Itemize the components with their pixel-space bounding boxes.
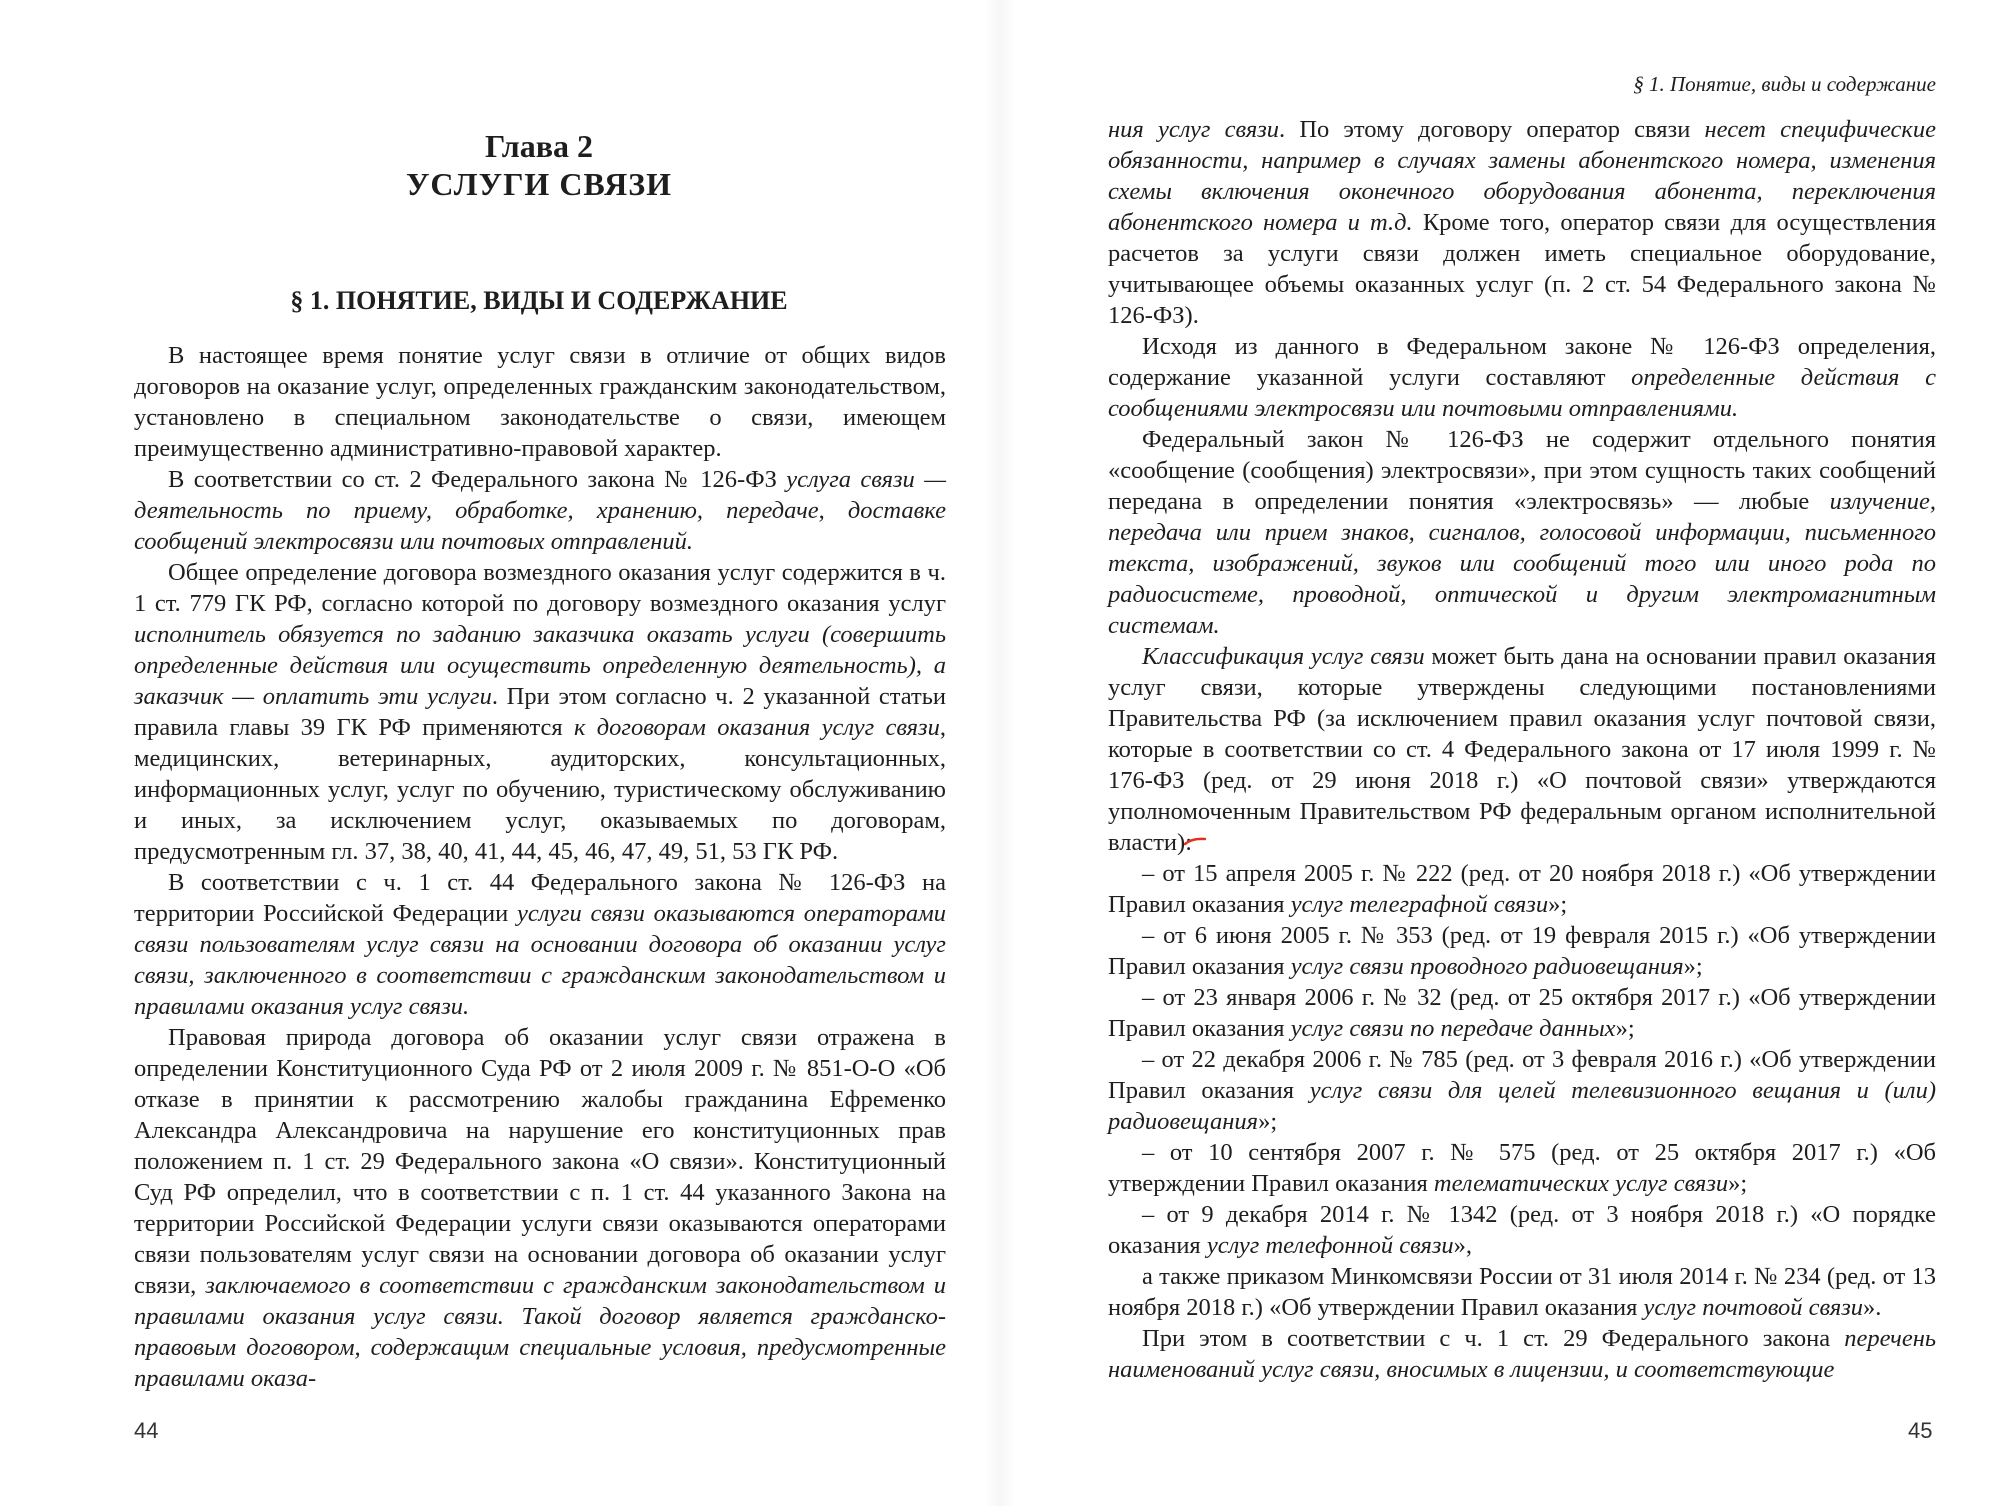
text-run: – от 10 сентября 2007 г. № 575 (ред. от 25 октября 2017 г.) «Об утверждении Правил оказания — [1108, 1139, 1936, 1197]
chapter-number: Глава 2 — [485, 128, 593, 164]
paragraph — [134, 464, 946, 557]
text-run: »; — [1615, 1015, 1635, 1042]
italic-text: услуга связи — деятельность по приему, обработке, хранению, передаче, доставке сообщений электросвязи или почтовых отправлений. — [134, 466, 946, 555]
text-run: ». — [1863, 1294, 1882, 1321]
text-run: – от 15 апреля 2005 г. № 222 (ред. от 20 ноября 2018 г.) «Об утверждении Правил оказания — [1108, 860, 1936, 918]
text-run: Кроме того, оператор связи для осуществления расчетов за услуги связи должен иметь специальное оборудование, учитывающее объемы оказанных услуг (п. 2 ст. 54 Федерального закона № 126-ФЗ). — [1108, 209, 1936, 329]
right-page — [1000, 0, 2000, 1506]
text-run: – от 9 декабря 2014 г. № 1342 (ред. от 3 ноября 2018 г.) «О порядке оказания — [1108, 1201, 1936, 1259]
paragraph — [1108, 1323, 1936, 1385]
left-page — [0, 0, 990, 1506]
running-head: § 1. Понятие, виды и содержание — [1633, 72, 1936, 96]
text-run: Исходя из данного в Федеральном законе № 126-ФЗ определения, содержание указанной услуги составляют — [1108, 333, 1936, 391]
italic-text: несет специфические обязанности, например в случаях замены абонентского номера, изменения схемы включения оконечного оборудования абонента, переключения абонентского номера и т.д. — [1108, 116, 1936, 236]
text-run: В соответствии со ст. 2 Федерального закона № 126-ФЗ — [168, 466, 787, 493]
text-run: Федеральный закон № 126-ФЗ не содержит отдельного понятия «сообщение (сообщения) электросвязи», при этом сущность таких сообщений передана в определении понятия «электросвязь» — любые — [1108, 426, 1936, 515]
italic-text: услуг телефонной связи — [1206, 1232, 1454, 1259]
text-run: В настоящее время понятие услуг связи в отличие от общих видов договоров на оказание услуг, определенных гражданским законодательством, установлено в специальном законодательстве о связи, имеющем преимущественно административно-правовой характер. — [134, 342, 946, 462]
paragraph — [1108, 641, 1936, 858]
italic-text: ния услуг связи — [1108, 116, 1280, 143]
italic-text: определенные действия с сообщениями электросвязи или почтовыми отправлениями. — [1108, 364, 1936, 422]
text-run: а также приказом Минкомсвязи России от 31 июля 2014 г. № 234 (ред. от 13 ноября 2018 г.) «Об утверждении Правил оказания — [1108, 1263, 1936, 1321]
chapter-title: УСЛУГИ СВЯЗИ — [405, 166, 673, 202]
text-run: – от 22 декабря 2006 г. № 785 (ред. от 3 февраля 2016 г.) «Об утверждении Правил оказания — [1108, 1046, 1936, 1104]
list-item — [1108, 1044, 1936, 1137]
list-item — [1108, 982, 1936, 1044]
text-run: Правовая природа договора об оказании услуг связи отражена в определении Конституционного Суда РФ от 2 июля 2009 г. № 851-О-О «Об отказе в принятии к рассмотрению жалобы гражданина Ефременко Александра Александровича на нарушение его конституционных прав положением п. 1 ст. 29 Федерального закона «О связи». Конституционный Суд РФ определил, что в соответствии с п. 1 ст. 44 указанного Закона на территории Российской Федерации услуги связи оказываются операторами связи пользователям услуг связи на основании договора об оказании услуг связи, — [134, 1024, 946, 1299]
paragraph — [134, 867, 946, 1022]
italic-text: телематических услуг связи — [1433, 1170, 1729, 1197]
italic-text: перечень наименований услуг связи, вносимых в лицензии, и соответствующие — [1108, 1325, 1936, 1383]
right-body-text — [1108, 114, 1936, 1385]
italic-text: Классификация услуг связи — [1142, 643, 1425, 670]
italic-text: услуг связи по передаче данных — [1290, 1015, 1616, 1042]
page-number-right: 45 — [1908, 1418, 1933, 1443]
list-item — [1108, 920, 1936, 982]
italic-text: услуг связи для целей телевизионного вещания и (или) радиовещания — [1108, 1077, 1936, 1135]
text-run: может быть дана на основании правил оказания услуг связи, которые утверждены следующими постановлениями Правительства РФ (за исключением правил оказания услуг почтовой связи, которые в соответствии со ст. 4 Федерального закона от 17 июля 1999 г. № 176-ФЗ (ред. от 29 июня 2018 г.) «О почтовой связи» утверждаются уполномоченным Правительством РФ федеральным органом исполнительной власти): — [1108, 643, 1936, 856]
italic-text: излучение, передача или прием знаков, сигналов, голосовой информации, письменного текста, изображений, звуков или сообщений того или иного рода по радиосистеме, проводной, оптической и другим электромагнитным системам. — [1108, 488, 1936, 639]
text-run: »; — [1683, 953, 1703, 980]
text-run: – от 6 июня 2005 г. № 353 (ред. от 19 февраля 2015 г.) «Об утверждении Правил оказания — [1108, 922, 1936, 980]
text-run: », — [1453, 1232, 1473, 1259]
italic-text: исполнитель обязуется по заданию заказчика оказать услуги (совершить определенные действия или осуществить определенную деятельность), а заказчик — оплатить эти услуги — [134, 621, 946, 710]
list-item — [1108, 1137, 1936, 1199]
text-run: . При этом согласно ч. 2 указанной статьи правила главы 39 ГК РФ применяются — [134, 683, 946, 741]
list-item — [1108, 1199, 1936, 1261]
italic-text: услуг связи проводного радиовещания — [1290, 953, 1684, 980]
text-run: – от 23 января 2006 г. № 32 (ред. от 25 октября 2017 г.) «Об утверждении Правил оказания — [1108, 984, 1936, 1042]
text-run: В соответствии с ч. 1 ст. 44 Федерального закона № 126-ФЗ на территории Российской Федерации — [134, 869, 946, 927]
italic-text: услуги связи оказываются операторами связи пользователям услуг связи на основании договора об оказании услуг связи, заключенного в соответствии с гражданским законодательством и правилами оказания услуг связи. — [134, 900, 947, 1020]
list-item — [1108, 858, 1936, 920]
text-run: . По этому договору оператор связи — [1279, 116, 1705, 143]
text-run: »; — [1728, 1170, 1748, 1197]
text-run: Общее определение договора возмездного оказания услуг содержится в ч. 1 ст. 779 ГК РФ, согласно которой по договору возмездного оказания услуг — [134, 559, 946, 617]
paragraph — [134, 557, 946, 867]
pen-mark-icon — [1184, 836, 1206, 846]
italic-text: к договорам оказания услуг связи — [573, 714, 940, 741]
page-number-left: 44 — [134, 1418, 159, 1443]
paragraph — [1108, 424, 1936, 641]
italic-text: заключаемого в соответствии с гражданским законодательством и правилами оказания услуг связи. Такой договор является гражданско-правовым договором, содержащим специальные условия, предусмотренные правилами оказа- — [134, 1272, 946, 1392]
section-title: § 1. ПОНЯТИЕ, ВИДЫ И СОДЕРЖАНИЕ — [290, 286, 788, 315]
italic-text: услуг почтовой связи — [1643, 1294, 1864, 1321]
list-item — [1108, 1261, 1936, 1323]
left-body-text — [134, 340, 946, 1394]
text-run: При этом в соответствии с ч. 1 ст. 29 Федерального закона — [1142, 1325, 1845, 1352]
paragraph — [1108, 114, 1936, 331]
paragraph — [134, 340, 946, 464]
text-run: »; — [1548, 891, 1568, 918]
paragraph — [1108, 331, 1936, 424]
text-run: , медицинских, ветеринарных, аудиторских, консультационных, информационных услуг, услуг по обучению, туристическому обслуживанию и иных, за исключением услуг, оказываемых по договорам, предусмотренным гл. 37, 38, 40, 41, 44, 45, 46, 47, 49, 51, 53 ГК РФ. — [134, 714, 946, 865]
paragraph — [134, 1022, 946, 1394]
text-run: »; — [1258, 1108, 1278, 1135]
italic-text: услуг телеграфной связи — [1290, 891, 1549, 918]
